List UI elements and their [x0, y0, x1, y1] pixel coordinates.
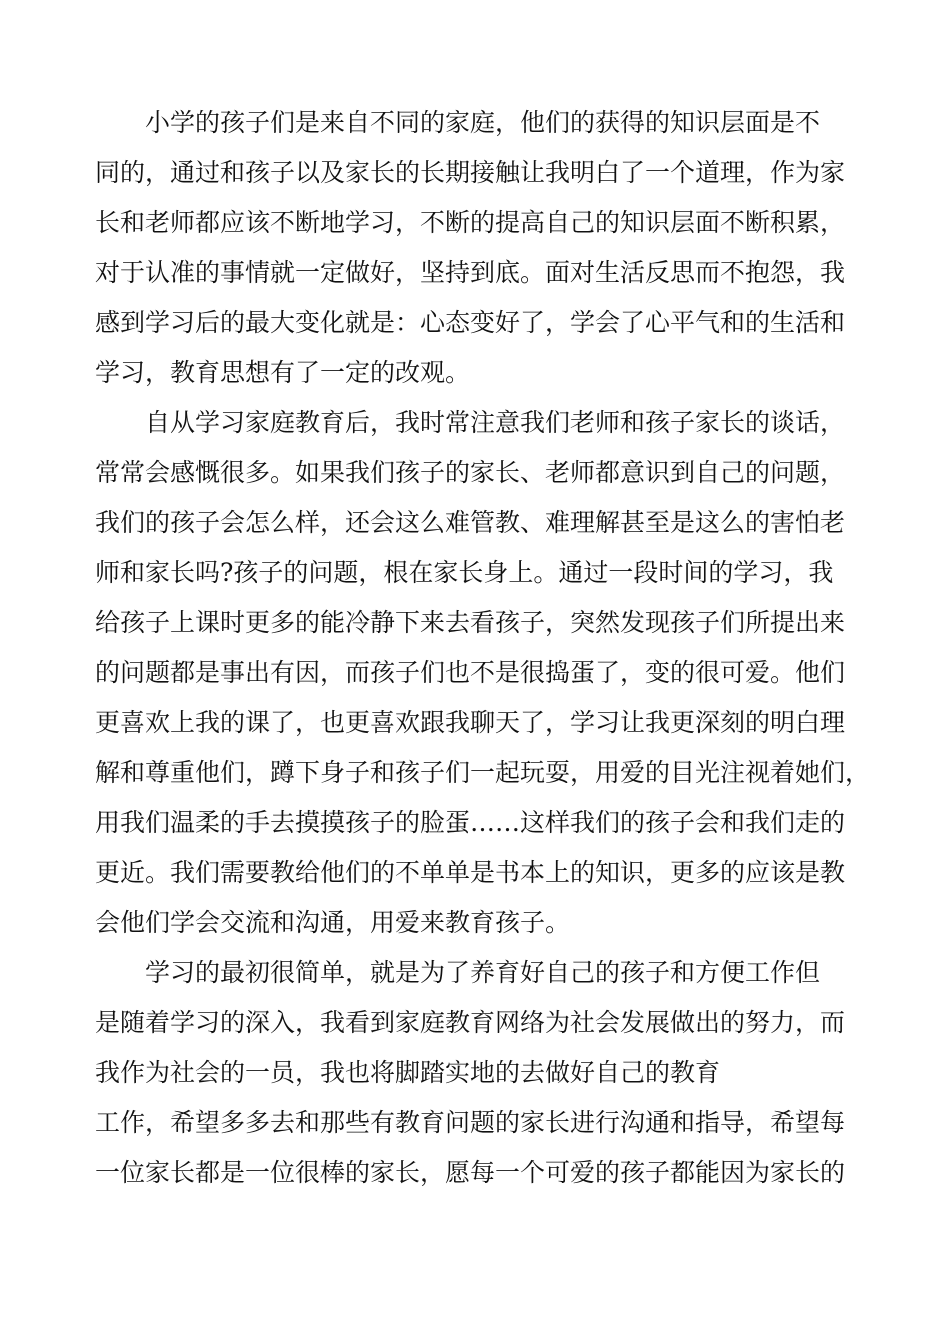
paragraph-3-line-1: 学习的最初很简单，就是为了养育好自己的孩子和方便工作但: [145, 958, 821, 987]
paragraph-2-line-9: 用我们温柔的手去摸摸孩子的脸蛋……这样我们的孩子会和我们走的: [95, 808, 846, 837]
paragraph-3-line-5: 一位家长都是一位很棒的家长，愿每一个可爱的孩子都能因为家长的: [95, 1158, 846, 1187]
paragraph-2-line-2: 常常会感慨很多。如果我们孩子的家长、老师都意识到自己的问题，: [95, 458, 846, 487]
paragraph-2-line-8: 解和尊重他们，蹲下身子和孩子们一起玩耍，用爱的目光注视着她们，: [95, 758, 871, 787]
paragraph-3-line-2: 是随着学习的深入，我看到家庭教育网络为社会发展做出的努力，而: [95, 1008, 846, 1037]
paragraph-1-line-5: 感到学习后的最大变化就是：心态变好了，学会了心平气和的生活和: [95, 308, 846, 337]
paragraph-1-line-3: 长和老师都应该不断地学习，不断的提高自己的知识层面不断积累，: [95, 208, 846, 237]
paragraph-3-line-3: 我作为社会的一员，我也将脚踏实地的去做好自己的教育: [95, 1058, 721, 1087]
paragraph-1-line-2: 同的，通过和孩子以及家长的长期接触让我明白了一个道理，作为家: [95, 158, 846, 187]
paragraph-2-line-3: 我们的孩子会怎么样，还会这么难管教、难理解甚至是这么的害怕老: [95, 508, 846, 537]
paragraph-1-line-4: 对于认准的事情就一定做好，坚持到底。面对生活反思而不抱怨，我: [95, 258, 846, 287]
paragraph-1-line-1: 小学的孩子们是来自不同的家庭，他们的获得的知识层面是不: [145, 108, 821, 137]
paragraph-3-line-4: 工作，希望多多去和那些有教育问题的家长进行沟通和指导，希望每: [95, 1108, 846, 1137]
paragraph-2-line-4: 师和家长吗?孩子的问题，根在家长身上。通过一段时间的学习，我: [95, 558, 834, 587]
paragraph-1-line-6: 学习，教育思想有了一定的改观。: [95, 358, 471, 387]
paragraph-2-line-6: 的问题都是事出有因，而孩子们也不是很捣蛋了，变的很可爱。他们: [95, 658, 846, 687]
paragraph-2-line-1: 自从学习家庭教育后，我时常注意我们老师和孩子家长的谈话，: [145, 408, 846, 437]
paragraph-2-line-5: 给孩子上课时更多的能冷静下来去看孩子，突然发现孩子们所提出来: [95, 608, 846, 637]
paragraph-2-line-7: 更喜欢上我的课了，也更喜欢跟我聊天了，学习让我更深刻的明白理: [95, 708, 846, 737]
paragraph-2-line-10: 更近。我们需要教给他们的不单单是书本上的知识，更多的应该是教: [95, 858, 846, 887]
paragraph-2-line-11: 会他们学会交流和沟通，用爱来教育孩子。: [95, 908, 571, 937]
